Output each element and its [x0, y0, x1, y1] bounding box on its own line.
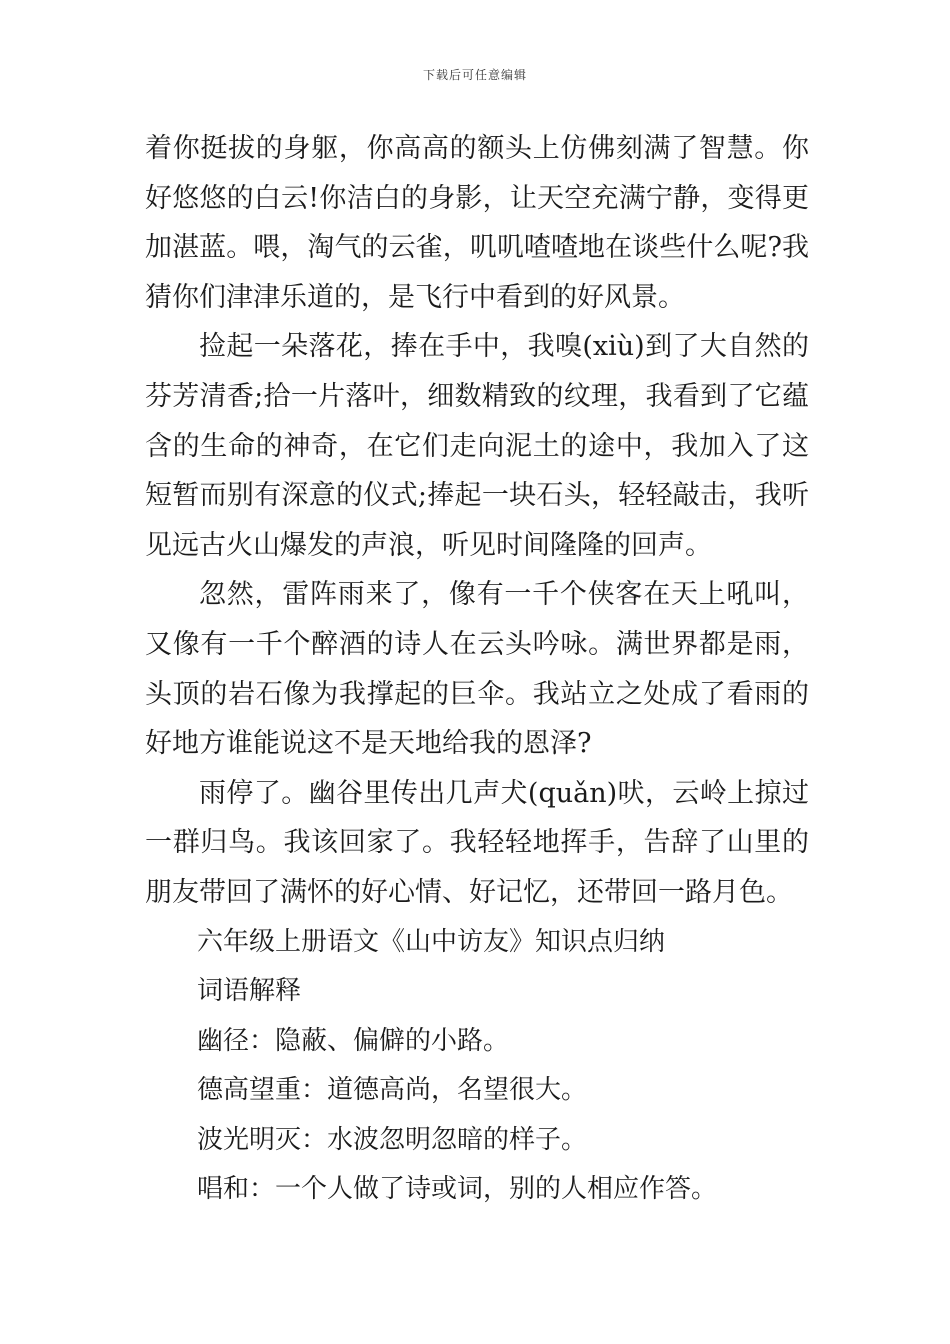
paragraph-flowers-leaves-stones: 捡起一朵落花，捧在手中，我嗅(xiù)到了大自然的芬芳清香;拾一片落叶，细数精致的纹理，我看到了它蕴含的生命的神奇，在它们走向泥土的途中，我加入了这短暂而别有深意的仪式;捧起一块石头，轻轻敲击，我听见远古火山爆发的声浪，听见时间隆隆的回声。: [145, 331, 809, 561]
section-subtitle: 词语解释: [197, 976, 302, 1007]
definition-item: 幽径：隐蔽、偏僻的小路。: [197, 1025, 510, 1056]
document-body: [145, 124, 809, 1215]
page-header: 下载后可任意编辑: [422, 68, 527, 82]
definition-item: 德高望重：道德高尚，名望很大。: [197, 1075, 588, 1106]
paragraph-rain-stops: 雨停了。幽谷里传出几声犬(quǎn)吠，云岭上掠过一群归鸟。我该回家了。我轻轻地挥手，告辞了山里的朋友带回了满怀的好心情、好记忆，还带回一路月色。: [145, 777, 809, 908]
paragraph-continuation: 着你挺拔的身躯，你高高的额头上仿佛刻满了智慧。你好悠悠的白云!你洁白的身影，让天空充满宁静，变得更加湛蓝。喂，淘气的云雀，叽叽喳喳地在谈些什么呢?我猜你们津津乐道的，是飞行中看到的好风景。: [145, 133, 809, 313]
definition-item: 波光明灭：水波忽明忽暗的样子。: [197, 1124, 588, 1155]
paragraph-thunderstorm: 忽然，雷阵雨来了，像有一千个侠客在天上吼叫，又像有一千个醉酒的诗人在云头吟咏。满世界都是雨，头顶的岩石像为我撑起的巨伞。我站立之处成了看雨的好地方谁能说这不是天地给我的恩泽?: [145, 579, 809, 760]
definition-item: 唱和：一个人做了诗或词，别的人相应作答。: [197, 1174, 718, 1205]
section-title: 六年级上册语文《山中访友》知识点归纳: [197, 926, 666, 957]
